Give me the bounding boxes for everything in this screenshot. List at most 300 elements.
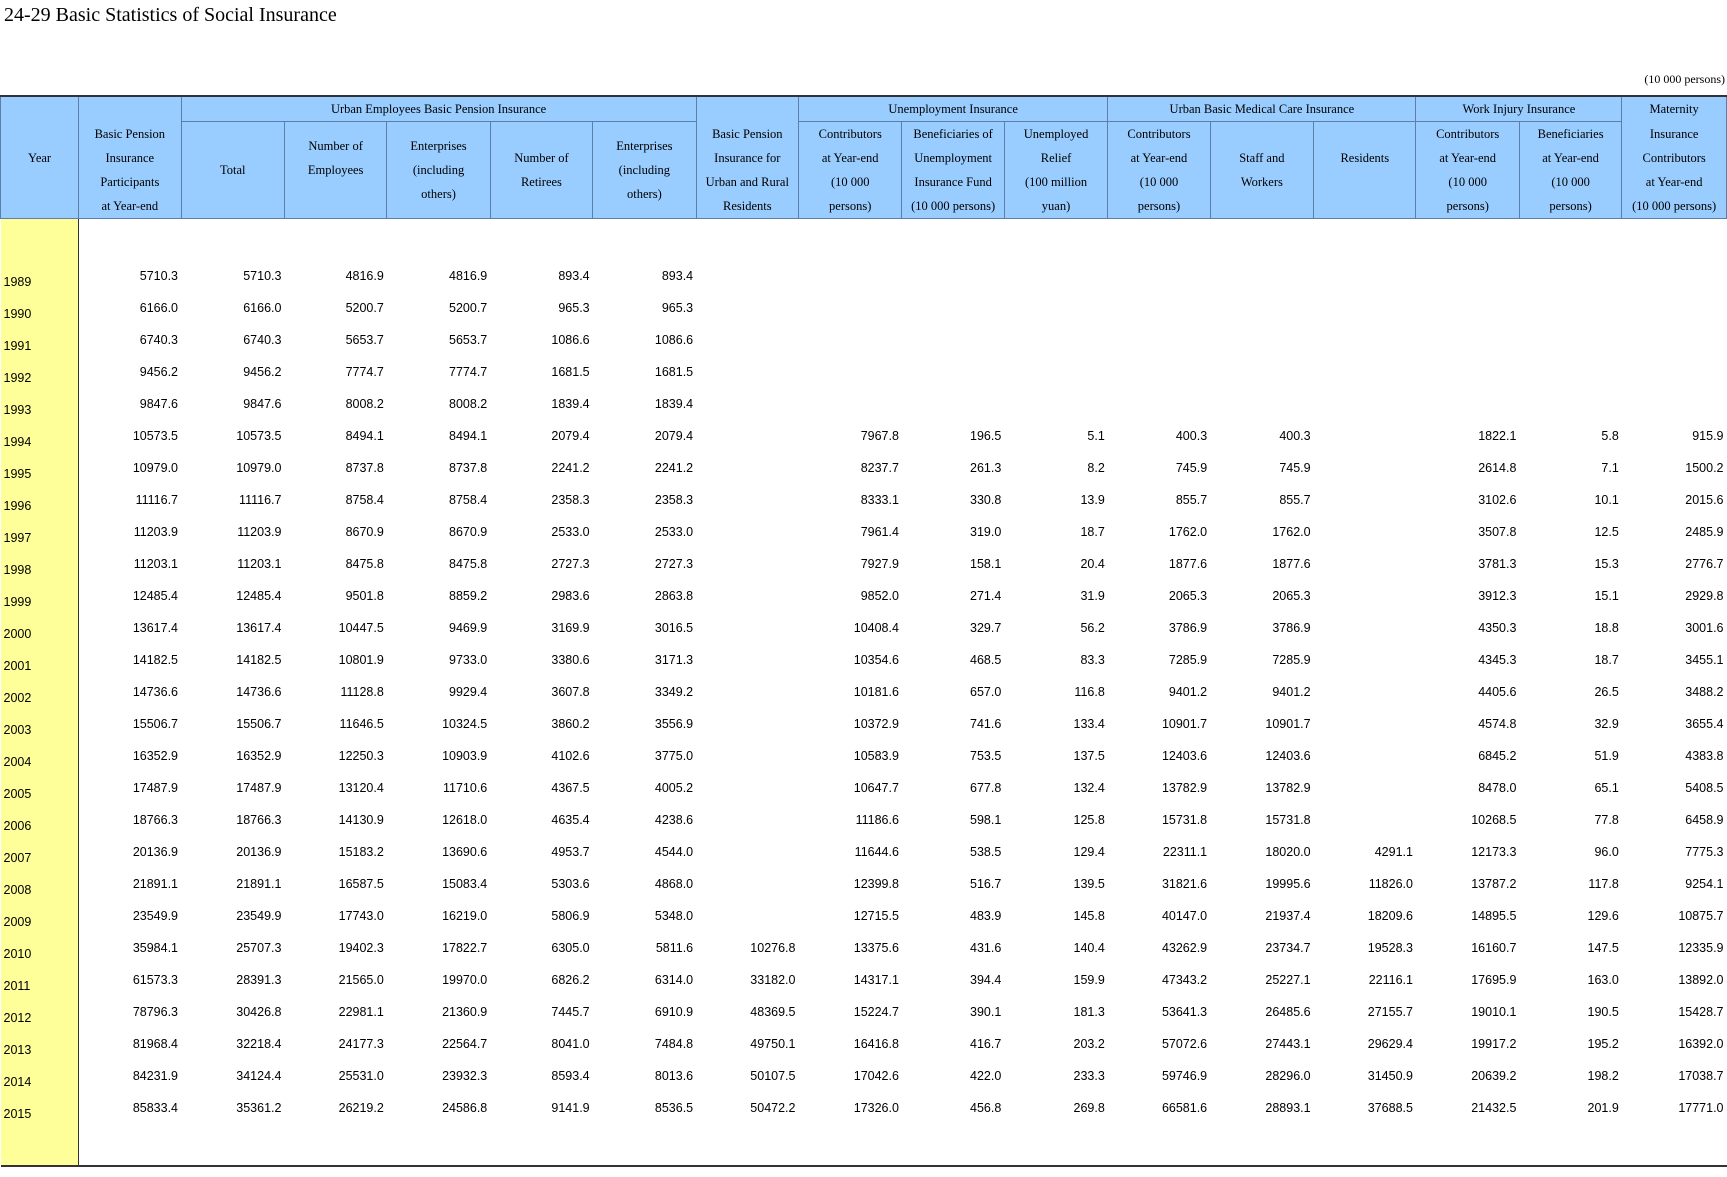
year-cell: 1998 xyxy=(1,551,79,583)
value-cell: 753.5 xyxy=(970,749,1002,763)
value-cell: 3380.6 xyxy=(551,653,590,667)
table-row xyxy=(1,711,1727,743)
year-cell: 2008 xyxy=(1,871,79,903)
value-cell: 1500.2 xyxy=(1685,461,1724,475)
value-cell: 21937.4 xyxy=(1265,909,1311,923)
value-cell: 2863.8 xyxy=(654,589,694,603)
table-row xyxy=(1,583,1727,615)
table-row xyxy=(1,839,1727,871)
table-row xyxy=(1,359,1727,391)
value-cell: 1681.5 xyxy=(654,365,694,379)
value-cell xyxy=(696,807,798,839)
header-basic-pension-label: Basic Pension Insurance Participants at Year-end xyxy=(79,122,181,219)
table-row xyxy=(1,455,1727,487)
value-cell: 422.0 xyxy=(970,1069,1002,1083)
value-cell xyxy=(696,487,798,519)
value-cell: 203.2 xyxy=(1073,1037,1105,1051)
value-cell: 4005.2 xyxy=(654,781,694,795)
value-cell xyxy=(902,295,1004,327)
value-cell: 12715.5 xyxy=(853,909,899,923)
value-cell: 4345.3 xyxy=(1478,653,1517,667)
value-cell: 33182.0 xyxy=(750,973,796,987)
header-group-urban-employees: Urban Employees Basic Pension Insurance xyxy=(181,96,696,122)
value-cell: 37688.5 xyxy=(1367,1101,1413,1115)
value-cell: 2727.3 xyxy=(551,557,590,571)
value-cell: 11710.6 xyxy=(443,781,488,795)
header-total: Total xyxy=(181,122,284,219)
value-cell: 5348.0 xyxy=(654,909,694,923)
year-cell: 1996 xyxy=(1,487,79,519)
value-cell: 8670.9 xyxy=(449,525,488,539)
value-cell xyxy=(696,551,798,583)
header-inj-contributors: Contributors at Year-end (10 000 persons) xyxy=(1416,122,1519,219)
year-cell: 2015 xyxy=(1,1095,79,1127)
value-cell: 5653.7 xyxy=(345,333,384,347)
value-cell: 965.3 xyxy=(661,301,694,315)
value-cell: 17038.7 xyxy=(1678,1069,1724,1083)
value-cell xyxy=(1314,423,1416,455)
value-cell: 4102.6 xyxy=(551,749,590,763)
value-cell: 145.8 xyxy=(1073,909,1105,923)
year-cell: 2014 xyxy=(1,1063,79,1095)
value-cell: 3655.4 xyxy=(1685,717,1724,731)
table-row xyxy=(1,391,1727,423)
value-cell: 10903.9 xyxy=(442,749,488,763)
value-cell: 7484.8 xyxy=(654,1037,694,1051)
value-cell: 19010.1 xyxy=(1471,1005,1517,1019)
value-cell: 8536.5 xyxy=(654,1101,694,1115)
value-cell: 25531.0 xyxy=(338,1069,384,1083)
value-cell: 11116.7 xyxy=(135,493,178,507)
value-cell xyxy=(1314,327,1416,359)
value-cell: 27155.7 xyxy=(1367,1005,1413,1019)
year-cell: 2009 xyxy=(1,903,79,935)
value-cell: 4405.6 xyxy=(1478,685,1517,699)
value-cell: 3001.6 xyxy=(1685,621,1724,635)
value-cell: 329.7 xyxy=(970,621,1002,635)
value-cell: 10276.8 xyxy=(750,941,796,955)
value-cell: 2983.6 xyxy=(551,589,590,603)
value-cell: 6166.0 xyxy=(139,301,178,315)
value-cell: 20639.2 xyxy=(1471,1069,1517,1083)
value-cell xyxy=(1416,391,1519,423)
value-cell: 20136.9 xyxy=(132,845,178,859)
value-cell: 8758.4 xyxy=(345,493,384,507)
value-cell: 21891.1 xyxy=(236,877,282,891)
year-cell: 2013 xyxy=(1,1031,79,1063)
value-cell xyxy=(696,679,798,711)
value-cell xyxy=(696,647,798,679)
header-employees: Number of Employees xyxy=(284,122,386,219)
value-cell xyxy=(1314,615,1416,647)
value-cell xyxy=(1314,775,1416,807)
value-cell xyxy=(1210,327,1313,359)
value-cell: 7285.9 xyxy=(1168,653,1208,667)
value-cell: 8737.8 xyxy=(345,461,384,475)
value-cell: 855.7 xyxy=(1175,493,1208,507)
value-cell xyxy=(1314,359,1416,391)
year-cell: 1994 xyxy=(1,423,79,455)
year-cell: 2011 xyxy=(1,967,79,999)
value-cell: 21432.5 xyxy=(1471,1101,1517,1115)
value-cell: 15183.2 xyxy=(338,845,384,859)
value-cell: 745.9 xyxy=(1279,461,1311,475)
table-row xyxy=(1,903,1727,935)
value-cell: 2065.3 xyxy=(1168,589,1208,603)
year-cell: 1992 xyxy=(1,359,79,391)
value-cell: 12173.3 xyxy=(1471,845,1517,859)
table-row xyxy=(1,295,1727,327)
value-cell xyxy=(1004,295,1107,327)
value-cell: 9852.0 xyxy=(860,589,899,603)
value-cell: 1822.1 xyxy=(1478,429,1517,443)
value-cell: 2079.4 xyxy=(551,429,590,443)
value-cell: 2727.3 xyxy=(654,557,694,571)
table-row xyxy=(1,1095,1727,1127)
value-cell: 3556.9 xyxy=(654,717,694,731)
value-cell: 12485.4 xyxy=(236,589,282,603)
value-cell xyxy=(696,295,798,327)
value-cell: 10324.5 xyxy=(442,717,488,731)
value-cell: 915.9 xyxy=(1692,429,1724,443)
value-cell: 163.0 xyxy=(1587,973,1619,987)
value-cell: 6458.9 xyxy=(1685,813,1724,827)
value-cell: 5200.7 xyxy=(449,301,488,315)
table-row xyxy=(1,679,1727,711)
value-cell: 233.3 xyxy=(1073,1069,1105,1083)
value-cell xyxy=(1210,391,1313,423)
value-cell: 483.9 xyxy=(970,909,1002,923)
value-cell xyxy=(1314,263,1416,295)
value-cell: 31450.9 xyxy=(1367,1069,1413,1083)
value-cell: 9141.9 xyxy=(551,1101,590,1115)
value-cell: 18766.3 xyxy=(236,813,282,827)
year-cell: 2002 xyxy=(1,679,79,711)
year-cell: 1991 xyxy=(1,327,79,359)
value-cell: 158.1 xyxy=(970,557,1002,571)
value-cell xyxy=(1108,391,1210,423)
spacer-row xyxy=(1,1127,1727,1166)
value-cell: 6314.0 xyxy=(654,973,694,987)
value-cell: 3607.8 xyxy=(551,685,590,699)
value-cell: 319.0 xyxy=(970,525,1002,539)
value-cell: 50107.5 xyxy=(750,1069,796,1083)
value-cell: 13.9 xyxy=(1080,493,1105,507)
value-cell xyxy=(696,743,798,775)
value-cell: 10268.5 xyxy=(1471,813,1517,827)
value-cell: 116.8 xyxy=(1074,685,1105,699)
value-cell: 30426.8 xyxy=(236,1005,282,1019)
value-cell xyxy=(1314,455,1416,487)
value-cell: 10647.7 xyxy=(853,781,899,795)
value-cell: 196.5 xyxy=(970,429,1002,443)
value-cell: 12403.6 xyxy=(1265,749,1311,763)
value-cell: 23932.3 xyxy=(442,1069,488,1083)
value-cell: 6305.0 xyxy=(551,941,590,955)
value-cell: 23734.7 xyxy=(1265,941,1311,955)
value-cell xyxy=(1314,487,1416,519)
value-cell xyxy=(1314,711,1416,743)
value-cell: 15731.8 xyxy=(1265,813,1311,827)
value-cell: 2776.7 xyxy=(1685,557,1724,571)
value-cell xyxy=(696,775,798,807)
value-cell: 21360.9 xyxy=(442,1005,488,1019)
value-cell: 28391.3 xyxy=(236,973,282,987)
value-cell: 3016.5 xyxy=(654,621,694,635)
value-cell: 9847.6 xyxy=(139,397,178,411)
value-cell: 11203.9 xyxy=(133,525,178,539)
value-cell: 8008.2 xyxy=(345,397,384,411)
value-cell: 50472.2 xyxy=(750,1101,796,1115)
value-cell xyxy=(1519,327,1621,359)
value-cell: 330.8 xyxy=(970,493,1002,507)
value-cell xyxy=(1210,359,1313,391)
header-med-contributors: Contributors at Year-end (10 000 persons) xyxy=(1108,122,1210,219)
value-cell: 11186.6 xyxy=(855,813,899,827)
value-cell: 8013.6 xyxy=(654,1069,694,1083)
value-cell: 6740.3 xyxy=(243,333,282,347)
value-cell: 1086.6 xyxy=(551,333,590,347)
value-cell: 15083.4 xyxy=(442,877,488,891)
value-cell: 35361.2 xyxy=(236,1101,282,1115)
value-cell: 15506.7 xyxy=(236,717,282,731)
value-cell: 598.1 xyxy=(970,813,1002,827)
value-cell: 7.1 xyxy=(1601,461,1619,475)
value-cell: 893.4 xyxy=(661,269,694,283)
year-cell: 2007 xyxy=(1,839,79,871)
value-cell: 49750.1 xyxy=(750,1037,796,1051)
year-cell: 2012 xyxy=(1,999,79,1031)
value-cell: 32.9 xyxy=(1594,717,1619,731)
value-cell: 965.3 xyxy=(558,301,590,315)
value-cell xyxy=(696,391,798,423)
value-cell: 10408.4 xyxy=(853,621,899,635)
value-cell: 2485.9 xyxy=(1685,525,1724,539)
value-cell: 15224.7 xyxy=(853,1005,899,1019)
value-cell xyxy=(1314,551,1416,583)
year-cell: 1999 xyxy=(1,583,79,615)
value-cell xyxy=(696,359,798,391)
value-cell: 19970.0 xyxy=(442,973,488,987)
value-cell: 9469.9 xyxy=(449,621,488,635)
value-cell: 2241.2 xyxy=(654,461,694,475)
value-cell: 8333.1 xyxy=(860,493,899,507)
value-cell xyxy=(902,391,1004,423)
page-title: 24-29 Basic Statistics of Social Insurance xyxy=(4,4,337,26)
value-cell: 1877.6 xyxy=(1272,557,1311,571)
value-cell: 4953.7 xyxy=(551,845,590,859)
year-cell: 2000 xyxy=(1,615,79,647)
year-cell: 1993 xyxy=(1,391,79,423)
value-cell: 14182.5 xyxy=(236,653,282,667)
value-cell: 14736.6 xyxy=(132,685,178,699)
value-cell: 16352.9 xyxy=(236,749,282,763)
value-cell xyxy=(1108,295,1210,327)
value-cell: 26.5 xyxy=(1594,685,1619,699)
value-cell: 2929.8 xyxy=(1685,589,1724,603)
value-cell: 2533.0 xyxy=(551,525,590,539)
value-cell: 269.8 xyxy=(1073,1101,1105,1115)
year-cell: 1995 xyxy=(1,455,79,487)
value-cell: 3860.2 xyxy=(551,717,590,731)
value-cell xyxy=(1314,519,1416,551)
value-cell: 132.4 xyxy=(1073,781,1105,795)
table-row xyxy=(1,519,1727,551)
year-cell: 1997 xyxy=(1,519,79,551)
value-cell: 16392.0 xyxy=(1678,1037,1724,1051)
value-cell: 14317.1 xyxy=(853,973,899,987)
value-cell: 129.4 xyxy=(1073,845,1105,859)
value-cell: 96.0 xyxy=(1594,845,1619,859)
value-cell xyxy=(1519,391,1621,423)
value-cell: 28296.0 xyxy=(1265,1069,1311,1083)
value-cell: 10801.9 xyxy=(338,653,384,667)
value-cell: 18209.6 xyxy=(1367,909,1413,923)
value-cell: 21565.0 xyxy=(338,973,384,987)
value-cell: 5200.7 xyxy=(345,301,384,315)
value-cell: 84231.9 xyxy=(132,1069,178,1083)
value-cell: 22564.7 xyxy=(442,1037,488,1051)
value-cell xyxy=(1210,263,1313,295)
value-cell: 9847.6 xyxy=(243,397,282,411)
value-cell xyxy=(1314,295,1416,327)
value-cell: 11128.8 xyxy=(340,685,384,699)
value-cell: 28893.1 xyxy=(1265,1101,1311,1115)
value-cell: 855.7 xyxy=(1279,493,1311,507)
value-cell: 32218.4 xyxy=(236,1037,282,1051)
value-cell xyxy=(1416,263,1519,295)
value-cell: 3169.9 xyxy=(551,621,590,635)
value-cell: 25227.1 xyxy=(1265,973,1311,987)
value-cell: 4383.8 xyxy=(1685,749,1724,763)
value-cell: 17771.0 xyxy=(1678,1101,1724,1115)
value-cell: 10583.9 xyxy=(853,749,899,763)
value-cell: 1839.4 xyxy=(654,397,694,411)
header-urban-rural-label: Basic Pension Insurance for Urban and Rural Residents xyxy=(696,122,798,219)
table-row xyxy=(1,423,1727,455)
value-cell xyxy=(1622,263,1727,295)
value-cell: 18766.3 xyxy=(132,813,178,827)
value-cell: 5.1 xyxy=(1087,429,1105,443)
value-cell: 7961.4 xyxy=(860,525,899,539)
value-cell xyxy=(1416,359,1519,391)
table-row xyxy=(1,1063,1727,1095)
value-cell xyxy=(696,423,798,455)
value-cell xyxy=(798,263,901,295)
value-cell: 10.1 xyxy=(1594,493,1619,507)
value-cell: 3786.9 xyxy=(1168,621,1208,635)
value-cell: 8593.4 xyxy=(551,1069,590,1083)
value-cell: 8494.1 xyxy=(345,429,384,443)
header-maternity: Insurance Contributors at Year-end (10 000 persons) xyxy=(1622,122,1727,219)
value-cell xyxy=(902,263,1004,295)
value-cell: 400.3 xyxy=(1175,429,1208,443)
value-cell: 17822.7 xyxy=(442,941,488,955)
value-cell: 35984.1 xyxy=(132,941,178,955)
value-cell: 4574.8 xyxy=(1478,717,1517,731)
value-cell: 10354.6 xyxy=(853,653,899,667)
table-row xyxy=(1,615,1727,647)
value-cell: 17326.0 xyxy=(853,1101,899,1115)
value-cell: 14182.5 xyxy=(132,653,178,667)
value-cell: 4635.4 xyxy=(551,813,590,827)
value-cell: 15506.7 xyxy=(132,717,178,731)
value-cell: 2533.0 xyxy=(654,525,694,539)
value-cell: 117.8 xyxy=(1588,877,1619,891)
value-cell: 4868.0 xyxy=(654,877,694,891)
value-cell xyxy=(1108,263,1210,295)
value-cell xyxy=(696,839,798,871)
value-cell: 3781.3 xyxy=(1478,557,1517,571)
value-cell: 8475.8 xyxy=(449,557,488,571)
value-cell: 85833.4 xyxy=(132,1101,178,1115)
value-cell xyxy=(798,391,901,423)
header-group-medical: Urban Basic Medical Care Insurance xyxy=(1108,96,1416,122)
value-cell: 43262.9 xyxy=(1161,941,1208,955)
value-cell: 13375.6 xyxy=(853,941,899,955)
value-cell: 159.9 xyxy=(1073,973,1105,987)
value-cell: 3775.0 xyxy=(654,749,694,763)
value-cell: 2065.3 xyxy=(1272,589,1311,603)
header-med-residents: Residents xyxy=(1314,122,1416,219)
value-cell: 18020.0 xyxy=(1265,845,1311,859)
value-cell: 140.4 xyxy=(1073,941,1105,955)
value-cell: 16219.0 xyxy=(442,909,488,923)
spacer-row xyxy=(1,219,1727,264)
value-cell xyxy=(696,615,798,647)
header-year: Year xyxy=(1,96,79,219)
value-cell: 13787.2 xyxy=(1471,877,1517,891)
value-cell: 657.0 xyxy=(970,685,1002,699)
value-cell: 15731.8 xyxy=(1161,813,1208,827)
value-cell xyxy=(1004,263,1107,295)
value-cell: 4816.9 xyxy=(449,269,488,283)
value-cell: 129.6 xyxy=(1587,909,1619,923)
value-cell: 10573.5 xyxy=(132,429,178,443)
year-cell: 2003 xyxy=(1,711,79,743)
value-cell: 8.2 xyxy=(1087,461,1105,475)
header-med-staff: Staff and Workers xyxy=(1210,122,1313,219)
value-cell: 6166.0 xyxy=(243,301,282,315)
value-cell xyxy=(1519,295,1621,327)
value-cell: 22981.1 xyxy=(338,1005,384,1019)
value-cell: 13617.4 xyxy=(132,621,178,635)
value-cell: 13690.6 xyxy=(442,845,488,859)
value-cell: 137.5 xyxy=(1073,749,1105,763)
value-cell: 18.7 xyxy=(1594,653,1619,667)
value-cell: 13782.9 xyxy=(1161,781,1208,795)
value-cell xyxy=(696,583,798,615)
header-urban-rural xyxy=(696,96,798,122)
value-cell: 4816.9 xyxy=(345,269,384,283)
value-cell: 195.2 xyxy=(1587,1037,1619,1051)
value-cell xyxy=(1314,391,1416,423)
statistics-table xyxy=(0,95,1727,1167)
value-cell: 5408.5 xyxy=(1685,781,1724,795)
value-cell: 15428.7 xyxy=(1678,1005,1724,1019)
value-cell xyxy=(902,359,1004,391)
value-cell: 16416.8 xyxy=(853,1037,899,1051)
value-cell xyxy=(1004,391,1107,423)
value-cell: 8041.0 xyxy=(551,1037,590,1051)
value-cell: 181.3 xyxy=(1073,1005,1105,1019)
value-cell: 23549.9 xyxy=(132,909,178,923)
value-cell xyxy=(696,455,798,487)
value-cell: 10875.7 xyxy=(1678,909,1724,923)
value-cell: 31.9 xyxy=(1080,589,1105,603)
value-cell xyxy=(1108,327,1210,359)
table-row xyxy=(1,1031,1727,1063)
